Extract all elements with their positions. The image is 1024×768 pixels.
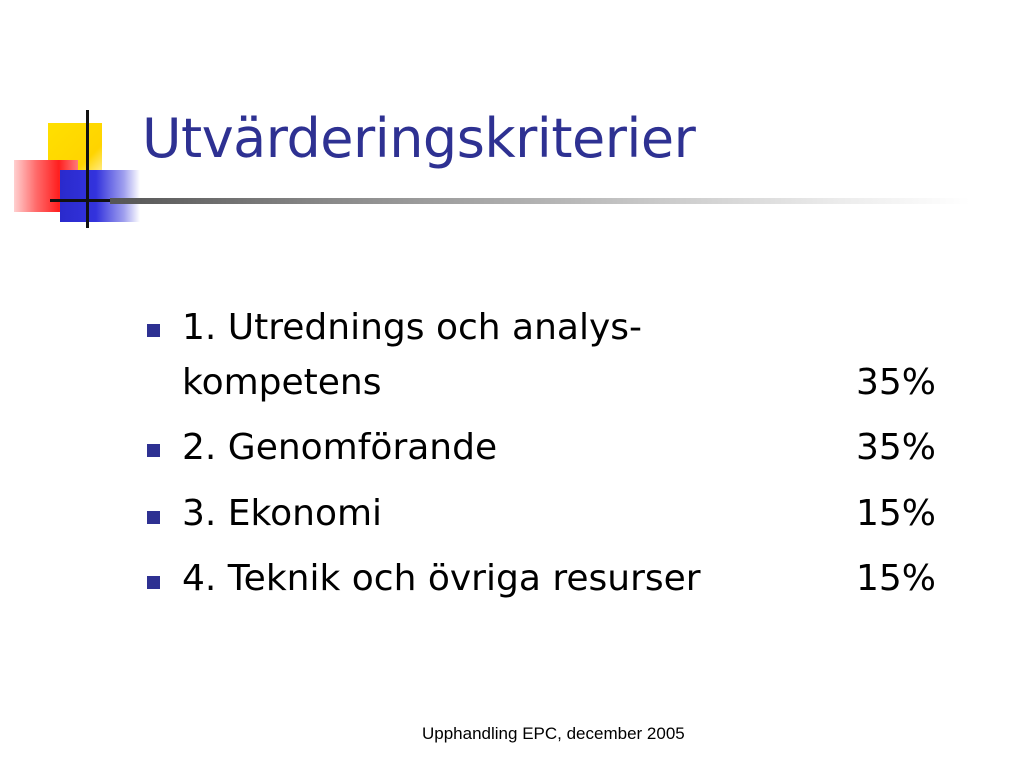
bullet-icon: [147, 511, 160, 524]
bullet-icon: [147, 324, 160, 337]
criterion-percent: 35%: [855, 427, 936, 468]
criterion-percent: 15%: [855, 493, 936, 534]
criterion-label-continuation: kompetens: [182, 362, 382, 403]
bullet-icon: [147, 444, 160, 457]
criterion-label: 2. Genomförande: [182, 427, 498, 468]
criterion-label: 4. Teknik och övriga resurser: [182, 558, 701, 599]
criterion-label: 1. Utrednings och analys-: [182, 307, 643, 348]
slide-footer: Upphandling EPC, december 2005: [422, 724, 685, 743]
criterion-percent: 15%: [855, 558, 936, 599]
bullet-icon: [147, 576, 160, 589]
criterion-percent: 35%: [855, 362, 936, 403]
slide-title: Utvärderingskriterier: [142, 107, 696, 170]
criterion-label: 3. Ekonomi: [182, 493, 383, 534]
